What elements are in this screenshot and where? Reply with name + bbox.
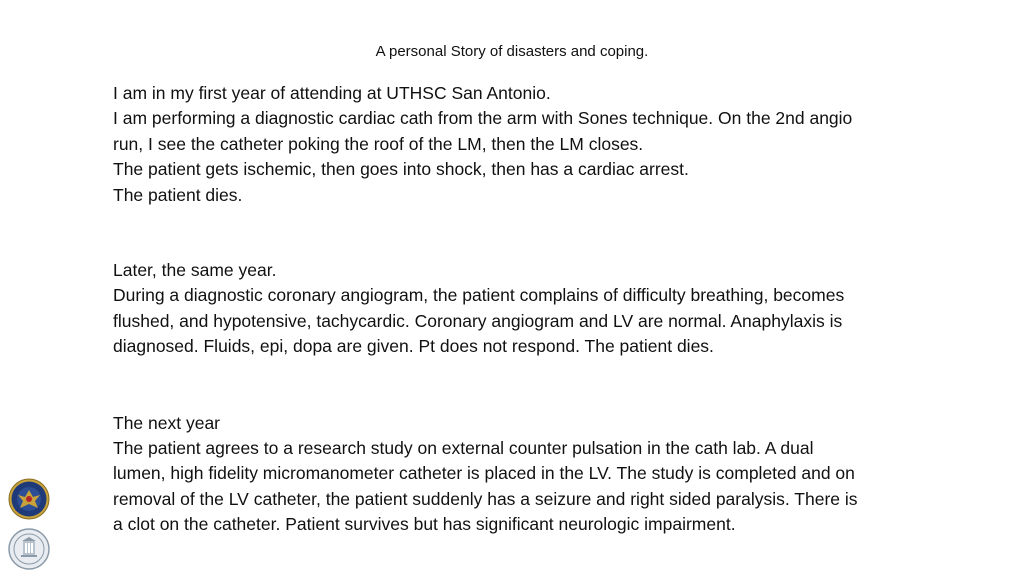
- story-line: The patient gets ischemic, then goes into shock, then has a cardiac arrest.: [113, 159, 689, 180]
- story-line: The next year: [113, 412, 220, 433]
- paragraph-spacer: [113, 360, 983, 411]
- story-line: During a diagnostic coronary angiogram, the patient complains of difficulty breathing, becomes: [113, 285, 845, 306]
- slide-title: A personal Story of disasters and coping.: [375, 43, 649, 60]
- story-line: flushed, and hypotensive, tachycardic. Coronary angiogram and LV are normal. Anaphylaxis is: [113, 310, 843, 331]
- story-first-year: [113, 81, 983, 208]
- story-line: I am in my first year of attending at UTHSC San Antonio.: [113, 83, 551, 103]
- story-line: removal of the LV catheter, the patient suddenly has a seizure and right sided paralysis. There is: [113, 488, 858, 509]
- story-same-year: [113, 258, 983, 360]
- story-line: lumen, high fidelity micromanometer catheter is placed in the LV. The study is completed and on: [113, 463, 855, 484]
- va-seal-icon: [8, 478, 50, 520]
- story-line: I am performing a diagnostic cardiac cath from the arm with Sones technique. On the 2nd angio: [113, 108, 853, 129]
- story-line: Later, the same year.: [113, 260, 277, 281]
- story-line: run, I see the catheter poking the roof of the LM, then the LM closes.: [113, 133, 644, 154]
- paragraph-spacer: [113, 208, 983, 258]
- slide-body: [113, 81, 983, 538]
- story-line: The patient dies.: [113, 184, 243, 205]
- story-next-year: [113, 411, 983, 538]
- story-line: a clot on the catheter. Patient survives but has significant neurologic impairment.: [113, 514, 736, 535]
- story-line: diagnosed. Fluids, epi, dopa are given. Pt does not respond. The patient dies.: [113, 336, 714, 357]
- story-line: The patient agrees to a research study on external counter pulsation in the cath lab. A dual: [113, 438, 814, 459]
- university-seal-icon: [8, 527, 50, 571]
